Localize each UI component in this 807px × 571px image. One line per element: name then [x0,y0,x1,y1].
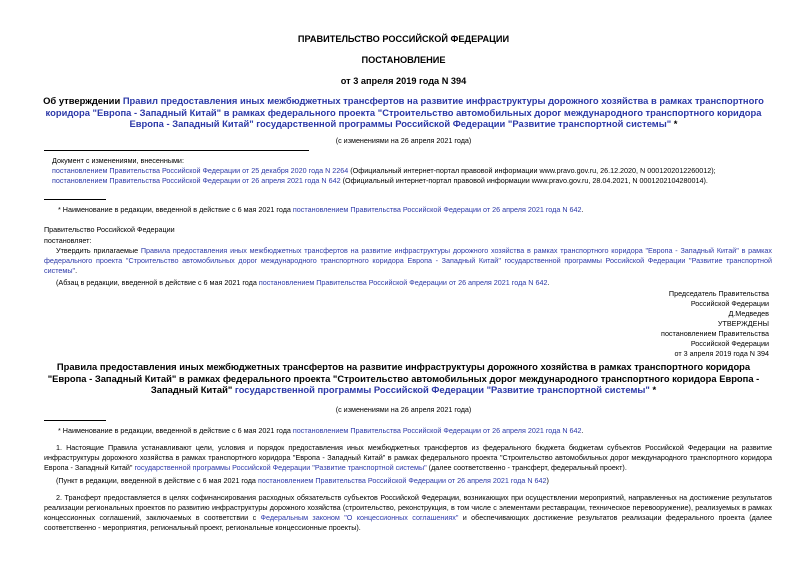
approved-line-2: постановлением Правительства [661,329,769,338]
note-end: ) [546,476,549,485]
rules-amended-note: (с изменениями на 26 апреля 2021 года) [335,405,472,414]
footnote-end: . [581,205,584,214]
paragraph-2-end: и обеспечивающих достижение результатов реализации федерального проекта (далее соответственно - мероприятия, региональный проект, региональные концессионные проекты). [44,513,773,532]
changes-intro: Документ с изменениями, внесенными: [52,156,184,165]
abz-link[interactable]: постановлением Правительства Российской Федерации от 26 апреля 2021 года N 642 [258,278,548,287]
divider [44,150,309,151]
footnote-text: * Наименование в редакции, введенной в действие с 6 мая 2021 года [58,426,293,435]
doc-date-number: от 3 апреля 2019 года N 394 [340,76,467,86]
doc-type-heading: ПОСТАНОВЛЕНИЕ [361,55,446,65]
signature-block [469,289,769,359]
change-item [52,166,772,176]
change-item-text: (Официальный интернет-портал правовой информации www.pravo.gov.ru, 28.04.2021, N 0001202104280014). [340,176,708,185]
paragraph-1 [44,443,772,473]
footnote-1 [58,205,778,215]
title-amended-note: (с изменениями на 26 апреля 2021 года) [335,136,472,145]
body-decides: постановляет: [44,236,92,245]
paragraph-1-note [56,476,776,486]
paragraph-2-text: 2. Трансферт предоставляется в целях софинансирования расходных обязательств субъектов Российской Федерации, возникающих при осуществлении мероприятий, направленных на достижение результатов реализации региональных проектов по развитию инфраструктуры дорожного хозяйства (строительство, реконструкция, в том числе с элементами реставрации, техническое перевооружение), реализуемых в рамках концессионных соглашений, заключаемых в соответствии с [44,493,772,522]
footnote-link[interactable]: постановлением Правительства Российской Федерации от 26 апреля 2021 года N 642 [292,426,582,435]
change-link-2264[interactable]: постановлением Правительства Российской Федерации от 25 декабря 2020 года N 2264 [52,166,349,175]
concession-law-link[interactable]: Федеральным законом "О концессионных соглашениях" [260,513,459,522]
chair-line-1: Председатель Правительства [668,289,769,298]
rules-program-link[interactable]: государственной программы Российской Федерации "Развитие транспортной системы" [234,384,650,396]
approve-end: . [75,266,78,275]
approve-prefix: Утвердить прилагаемые [56,246,141,255]
footnote-divider [44,199,106,200]
abz-note [56,278,776,288]
chair-name: Д.Медведев [728,309,769,318]
approved-line-4: от 3 апреля 2019 года N 394 [674,349,769,358]
footnote-end: . [581,426,584,435]
footnote-divider [44,420,106,421]
rules-title-prefix: Правила предоставления иных межбюджетных трансфертов на развитие инфраструктуры дорожного хозяйства в рамках транспортного коридора "Европа - Западный Китай" в рамках федерального проекта "Строительство автомобильных дорог международного транспортного коридора Европа - Западный Китай" [47,361,760,396]
approved-line-3: Российской Федерации [690,339,769,348]
program-link[interactable]: государственной программы Российской Федерации "Развитие транспортной системы" [134,463,427,472]
paragraph-1-end: (далее соответственно - трансферт, федеральный проект). [426,463,627,472]
footnote-2 [58,426,778,436]
approve-paragraph [44,246,772,276]
change-item-text: (Официальный интернет-портал правовой информации www.pravo.gov.ru, 26.12.2020, N 0001202012260012); [348,166,716,175]
paragraph-1-text: 1. Настоящие Правила устанавливают цели, условия и порядок предоставления иных межбюджетных трансфертов из федерального бюджета бюджетам субъектов Российской Федерации на развитие инфраструктуры дорожного хозяйства в рамках транспортного коридора "Европа - Западный Китай" в рамках федерального проекта "Строительство автомобильных дорог международного транспортного коридора Европа - Западный Китай" [44,443,772,472]
title-prefix: Об утверждении [43,95,123,106]
change-item [52,176,772,186]
change-link-642[interactable]: постановлением Правительства Российской Федерации от 26 апреля 2021 года N 642 [52,176,341,185]
footnote-link[interactable]: постановлением Правительства Российской Федерации от 26 апреля 2021 года N 642 [292,205,582,214]
footnote-text: * Наименование в редакции, введенной в действие с 6 мая 2021 года [58,205,293,214]
note-prefix: (Пункт в редакции, введенной в действие с 6 мая 2021 года [56,476,258,485]
title-rules-link[interactable]: Правил предоставления иных межбюджетных трансфертов на развитие инфраструктуры дорожного хозяйства в рамках транспортного коридора "Европа - Западный Китай" в рамках федерального проекта "Строительство автомобильных дорог международного транспортного коридора Европа - Западный Китай" государственной программы Российской Федерации "Развитие транспортной системы" [45,95,764,130]
abz-end: . [547,278,550,287]
document-title [40,95,767,130]
rules-title [44,361,763,396]
approved-line-1: УТВЕРЖДЕНЫ [717,319,769,328]
title-suffix: * [671,118,678,130]
government-heading: ПРАВИТЕЛЬСТВО РОССИЙСКОЙ ФЕДЕРАЦИИ [297,34,510,44]
changes-block [52,156,772,186]
rules-title-suffix: * [649,384,657,396]
abz-prefix: (Абзац в редакции, введенной в действие с 6 мая 2021 года [56,278,259,287]
chair-line-2: Российской Федерации [690,299,769,308]
body-gov: Правительство Российской Федерации [44,225,175,234]
paragraph-2 [44,493,772,533]
note-link[interactable]: постановлением Правительства Российской Федерации от 26 апреля 2021 года N 642 [257,476,547,485]
approve-rules-link[interactable]: Правила предоставления иных межбюджетных трансфертов на развитие инфраструктуры дорожного хозяйства в рамках транспортного коридора "Европа - Западный Китай" в рамках федерального проекта "Строительство автомобильных дорог международного транспортного коридора Европа - Западный Китай" государственной программы Российской Федерации "Развитие транспортной системы" [44,246,772,275]
